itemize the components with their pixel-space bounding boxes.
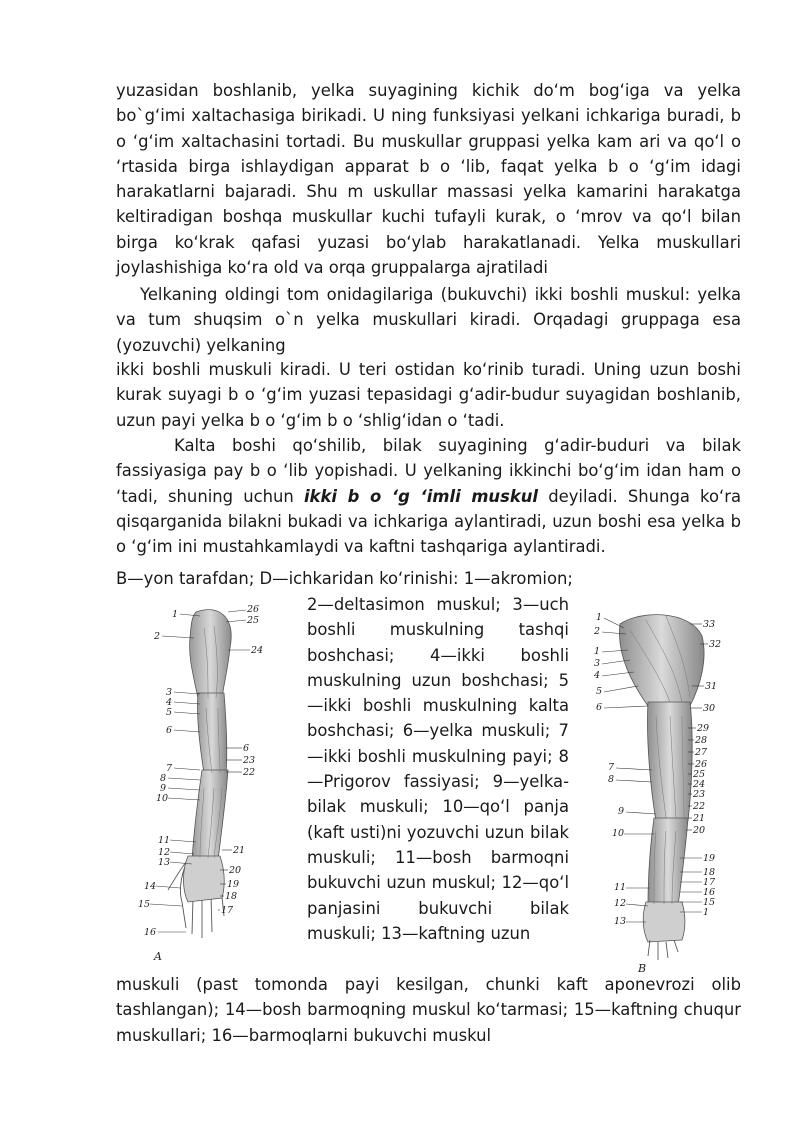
fig-b-label-1r: 1 — [703, 907, 710, 918]
fig-a-label-17: 17 — [221, 905, 234, 916]
fig-b-label-19: 19 — [703, 853, 716, 864]
figure-caption-intro: B—yon tarafdan; D—ichkaridan ko‘rinishi: 1—akromion; — [116, 569, 573, 588]
fig-b-label-13: 13 — [614, 916, 627, 927]
fig-b-label-25: 25 — [693, 769, 706, 780]
paragraph-2: Yelkaning oldingi tom onidagilariga (bukuvchi) ikki boshli muskul: yelka va tum shuqsim o`n yelka muskullari kiradi. Orqadagi gruppaga esa (yozuvchi) yelkaning — [116, 285, 741, 355]
fig-b-label-17: 17 — [703, 877, 716, 888]
paragraph-3: ikki boshli muskuli kiradi. U teri ostidan ko‘rinib turadi. Uning uzun boshi kurak suyagi b o ‘g‘im yuzasi tepasidagi g‘adir-budur suyagidan boshlanib, uzun payi yelka b o ‘g‘im b o ‘shlig‘idan o ‘tadi. — [116, 360, 741, 430]
fig-b-label-1b: 1 — [594, 646, 601, 657]
fig-b-label-23: 23 — [693, 789, 706, 800]
emphasis-term: ikki b o ‘g ‘imli muskul — [303, 486, 539, 506]
paragraph-4-text-end: deyiladi. Shunga ko‘ra qisqarganida bilakni bukadi va ichkariga aylantiradi, uzun boshi esa yelka b o ‘g‘im ini mustahkamlaydi va kaftni tashqariga aylantiradi. — [116, 486, 741, 557]
fig-a-label-9: 9 — [160, 783, 167, 794]
fig-b-label-20: 20 — [693, 825, 706, 836]
fig-b-label-22: 22 — [693, 801, 706, 812]
fig-a-label-7: 7 — [166, 763, 173, 774]
fig-b-label-18: 18 — [703, 867, 716, 878]
fig-b-label-32: 32 — [709, 639, 722, 650]
fig-b-label-4: 4 — [594, 670, 601, 681]
fig-a-label-6r: 6 — [243, 743, 250, 754]
fig-b-label-12: 12 — [614, 898, 627, 909]
fig-b-label-21: 21 — [693, 813, 706, 824]
fig-b-label-26: 26 — [695, 759, 708, 770]
fig-a-label-13: 13 — [158, 857, 171, 868]
fig-a-label-21: 21 — [233, 845, 246, 856]
paragraph-4-text: Kalta boshi qo‘shilib, bilak suyagining g‘adir-buduri va bilak fassiyasiga pay b o ‘lib yopishadi. U yelkaning ikkinchi bo‘g‘im idan ham o ‘tadi, shuning uchun — [116, 436, 741, 506]
figure-b-letter: B — [638, 962, 647, 975]
fig-a-label-6: 6 — [166, 725, 173, 736]
fig-b-label-15: 15 — [703, 897, 716, 908]
fig-a-label-16: 16 — [144, 927, 157, 938]
fig-a-label-20: 20 — [229, 865, 242, 876]
figure-caption-column: 2—deltasimon muskul; 3—uch boshli muskulning tashqi boshchasi; 4—ikki boshli muskulning uzun boshchasi; 5—ikki boshli muskulning kalta boshchasi; 6—yelka muskuli; 7—ikki boshli muskulning payi; 8—Prigorov fassiyasi; 9—yelka-bilak muskuli; 10—qo‘l panja (kaft usti)ni yozuvchi uzun bilak muskuli; 11—bosh barmoqni bukuvchi uzun muskul; 12—qo‘l panjasini bukuvchi bilak muskuli; 13—kaftning uzun — [307, 595, 569, 943]
fig-b-label-31: 31 — [705, 681, 718, 692]
fig-b-label-16: 16 — [703, 887, 716, 898]
fig-b-label-5: 5 — [596, 686, 603, 697]
fig-b-label-30: 30 — [703, 703, 716, 714]
fig-a-label-2: 2 — [154, 631, 161, 642]
figure-caption-continued: muskuli (past tomonda payi kesilgan, chunki kaft aponevrozi olib tashlangan); 14—bosh barmoqning muskul ko‘tarmasi; 15—kaftning chuqur muskullari; 16—barmoqlarni bukuvchi muskul — [116, 975, 741, 1045]
fig-a-label-11: 11 — [158, 835, 171, 846]
fig-b-label-10: 10 — [612, 828, 625, 839]
fig-a-label-24: 24 — [251, 645, 264, 656]
fig-b-label-3: 3 — [594, 658, 601, 669]
fig-a-label-18: 18 — [225, 891, 238, 902]
fig-b-label-24: 24 — [693, 779, 706, 790]
fig-b-label-9: 9 — [618, 806, 625, 817]
fig-b-label-29: 29 — [697, 723, 710, 734]
fig-a-label-3: 3 — [166, 687, 173, 698]
fig-a-label-4: 4 — [166, 697, 173, 708]
fig-a-label-14: 14 — [144, 881, 157, 892]
fig-a-label-22: 22 — [243, 767, 256, 778]
paragraph-4 — [116, 433, 741, 559]
paragraph-1: yuzasidan boshlanib, yelka suyagining kichik do‘m bog‘iga va yelka bo`g‘imi xaltachasiga birikadi. U ning funksiyasi yelkani ichkariga buradi, b o ‘g‘im xaltachasini tortadi. Bu muskullar gruppasi yelka kam ari va qo‘l o ‘rtasida birga ishlaydigan apparat b o ‘lib, faqat yelka b o ‘g‘im idagi harakatlarni bajaradi. Shu m uskullar massasi yelka kamarini harakatga keltiradigan boshqa muskullar kuchi tufayli kurak, o ‘mrov va qo‘l bilan birga ko‘krak qafasi yuzasi bo‘ylab harakatlanadi. Yelka muskullari joylashishiga ko‘ra old va orqa gruppalarga ajratiladi — [116, 81, 741, 278]
figure-arm-side-view — [138, 598, 268, 968]
fig-a-label-26: 26 — [247, 604, 260, 615]
fig-b-label-1a: 1 — [596, 612, 603, 623]
fig-a-label-19: 19 — [227, 879, 240, 890]
fig-a-label-5: 5 — [166, 707, 173, 718]
fig-a-label-1: 1 — [172, 609, 179, 620]
figure-arm-inner-view — [590, 606, 726, 978]
fig-b-label-7: 7 — [608, 762, 615, 773]
fig-a-label-25: 25 — [247, 615, 260, 626]
fig-b-label-33: 33 — [703, 619, 716, 630]
figure-a-letter: A — [154, 950, 162, 963]
fig-b-label-27: 27 — [695, 747, 708, 758]
fig-b-label-2: 2 — [594, 626, 601, 637]
fig-a-label-15: 15 — [138, 899, 151, 910]
fig-a-label-23: 23 — [243, 755, 256, 766]
fig-b-label-28: 28 — [695, 735, 708, 746]
fig-b-label-6: 6 — [596, 702, 603, 713]
fig-a-label-10: 10 — [156, 793, 169, 804]
fig-b-label-8: 8 — [608, 774, 615, 785]
fig-b-label-11: 11 — [614, 882, 627, 893]
arm-illustration-b — [590, 606, 726, 978]
fig-a-label-8: 8 — [160, 773, 167, 784]
arm-illustration-a — [138, 598, 268, 968]
fig-a-label-12: 12 — [158, 847, 171, 858]
